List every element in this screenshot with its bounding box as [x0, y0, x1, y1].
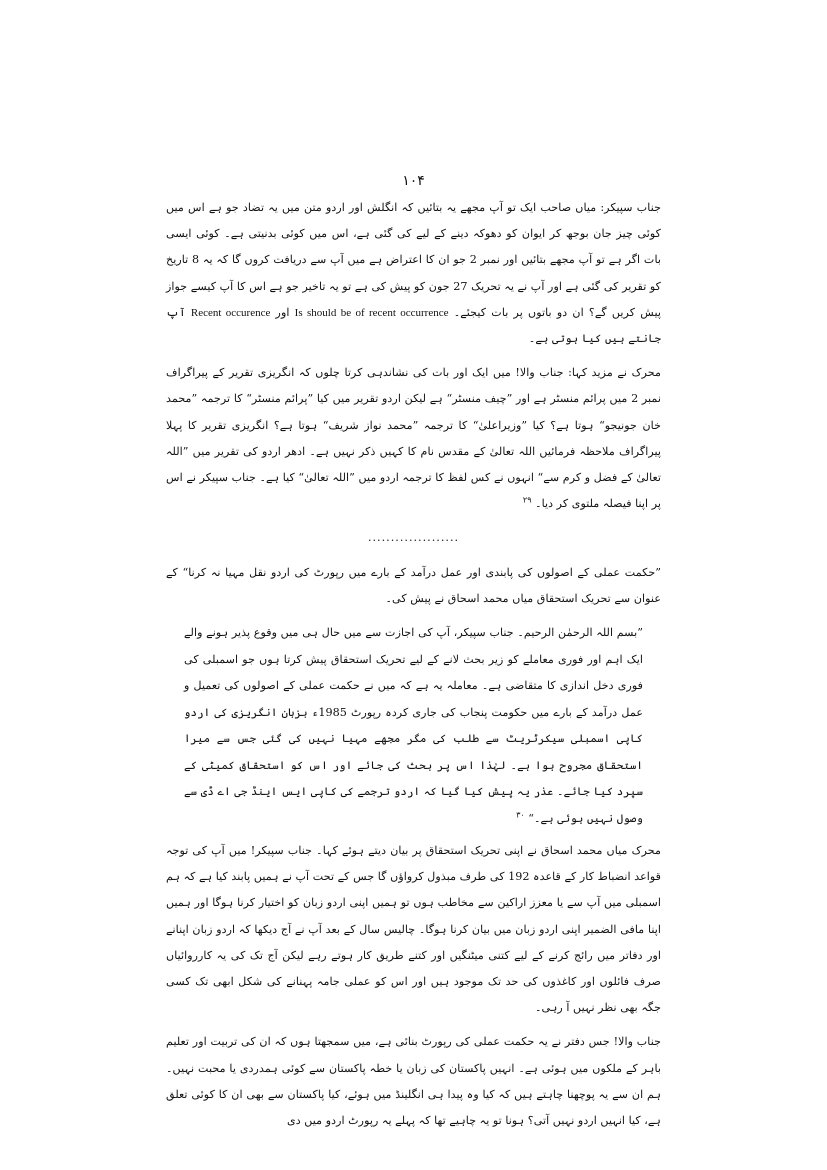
mover-remarks-text: محرک نے مزید کہا: جناب والا! میں ایک اور بات کی نشاندہی کرتا چلوں کہ انگریزی تقریر کے پیراگراف نمبر 2 میں پرائم منسٹر ہے اور ”چیف منسٹر“ ہے لیکن اردو تقریر میں کیا ”پرائم منسٹر“ کا ترجمہ ”محمد خان جونیجو“ ہوتا ہے؟ کیا ”وزیراعلیٰ“ کا ترجمہ ”محمد نواز شریف“ ہوتا ہے؟ انگریزی تقریر کا پہلا پیراگراف ملاحظہ فرمائیں اللہ تعالیٰ کے مقدس نام کا کہیں ذکر نہیں ہے۔ ادھر اردو کی تقریر میں ”اللہ تعالیٰ کے فضل و کرم سے“ انہوں نے کس لفظ کا ترجمہ اردو میں ”اللہ تعالیٰ“ کیا ہے۔ جناب سپیکر نے اس پر اپنا فیصلہ ملتوی کر دیا۔ [166, 366, 662, 511]
speaker-question-ending: آپ جانتے ہیں کیا ہوتی ہے۔ [166, 305, 661, 346]
motion-quote [184, 620, 643, 832]
footnote-29: ۲۹ [522, 495, 532, 505]
footnote-30: ۳۰ [516, 809, 525, 819]
page-number: ۱۰۴ [402, 173, 425, 189]
connector-word: اور [275, 305, 290, 319]
document-body [166, 195, 661, 1142]
section-separator: .................... [367, 531, 460, 545]
english-phrase-1: Is should be of recent occurrence [294, 306, 449, 319]
english-phrase-2: Recent occurence [190, 306, 271, 319]
paragraph-speaker-question [166, 195, 661, 352]
paragraph-motion-title: ”حکمت عملی کے اصولوں کی پابندی اور عمل درآمد کے بارے میں رپورٹ کی اردو نقل مہیا نہ کرنا“ کے عنوان سے تحریک استحقاق میاں محمد اسحاق نے پیش کی۔ [166, 565, 661, 605]
paragraph-continuation: جناب والا! جس دفتر نے یہ حکمت عملی کی رپورٹ بنائی ہے، میں سمجھتا ہوں کہ ان کی تربیت اور تعلیم باہر کے ملکوں میں ہوئی ہے۔ انہیں پاکستان کی زبان یا خطہ پاکستان سے کوئی ہمدردی یا محبت نہیں۔ ہم ان سے یہ پوچھنا چاہتے ہیں کہ کیا وہ پیدا ہی انگلینڈ میں ہوئے، کیا پاکستان سے بھی ان کا کوئی تعلق ہے، کیا انہیں اردو نہیں آتی؟ ہونا تو یہ چاہیے تھا کہ پہلے یہ رپورٹ اردو میں دی [166, 1035, 661, 1128]
paragraph-mover-remarks [166, 360, 661, 517]
motion-quote-text: ”بسم اللہ الرحمٰن الرحیم۔ جناب سپیکر، آپ کی اجازت سے میں حال ہی میں وقوع پذیر ہونے والے ایک اہم اور فوری معاملے کو زیر بحث لانے کے لیے تحریک استحقاق پیش کرتا ہوں جو اسمبلی کی فوری دخل اندازی کا متقاضی ہے۔ معاملہ یہ ہے کہ میں نے حکمت عملی کے اصولوں کی تعمیل و عمل درآمد کے بارے میں حکومت پنجاب کی جاری کردہ رپورٹ 1985ء بزبان انگریزی کی اردو کاپی اسمبلی سیکرٹریٹ سے طلب کی مگر مجھے مہیا نہیں کی گئی جس سے میرا استحقاق مجروح ہوا ہے۔ لہٰذا اس پر بحث کی جائے اور اس کو استحقاق کمیٹی کے سپرد کیا جائے۔ عذر یہ پیش کیا گیا کہ اردو ترجمے کی کاپی ایس اینڈ جی اے ڈی سے وصول نہیں ہوئی ہے۔“ [184, 626, 644, 825]
speaker-question-text: جناب سپیکر: میاں صاحب ایک تو آپ مجھے یہ بتائیں کہ انگلش اور اردو متن میں یہ تضاد جو ہے اس میں کوئی چیز جان بوجھ کر ایوان کو دھوکہ دینے کے لیے کی گئی ہے، اس میں کوئی بدنیتی ہے۔ کوئی ایسی بات اگر ہے تو آپ مجھے بتائیں اور نمبر 2 جو ان کا اعتراض ہے میں آپ سے دریافت کروں گا کہ یہ 8 تاریخ کو تقریر کی گئی ہے اور آپ نے یہ تحریک 27 جون کو پیش کی ہے تو یہ تاخیر جو ہے اس کا آپ کیسے جواز پیش کریں گے؟ ان دو باتوں پر بات کیجئے۔ [166, 201, 662, 319]
paragraph-mover-statement: محرک میاں محمد اسحاق نے اپنی تحریک استحقاق پر بیان دیتے ہوئے کہا۔ جناب سپیکر! میں آپ کی توجہ قواعد انضباط کار کے قاعدہ 192 کی طرف مبذول کرواؤں گا جس کے تحت آپ نے ہمیں پابند کیا ہے کہ ہم اسمبلی میں آپ سے یا معزز اراکین سے مخاطب ہوں تو ہمیں اپنی اردو زبان کو اختیار کرنا ہوگا اور ہمیں اپنا مافی الضمیر اپنی اردو زبان میں بیان کرنا ہوگا۔ چالیس سال کے بعد آپ نے آج دیکھا کہ اردو زبان اپنانے اور دفاتر میں رائج کرنے کے لیے کتنی میٹنگیں اور کتنے طریق کار ہوتے رہے لیکن آج تک کی یہ کارروائیاں صرف فائلوں اور کاغذوں کی حد تک موجود ہیں اور اس کو عملی جامہ پہنانے کی شکل ابھی تک کسی جگہ بھی نظر نہیں آ رہی۔ [166, 844, 661, 1015]
